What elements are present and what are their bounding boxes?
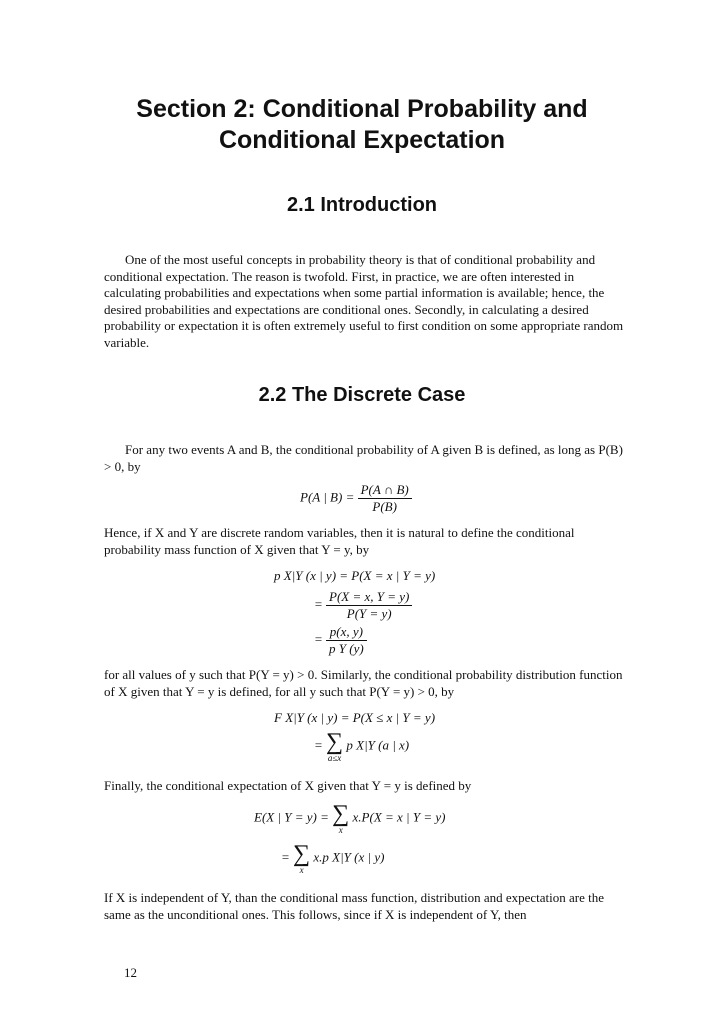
- equation-pmf-line2: [314, 589, 412, 622]
- eq2-numerator-2: p(x, y): [326, 624, 367, 641]
- intro-paragraph: One of the most useful concepts in probability theory is that of conditional probability and conditional expectation. The reason is twofold. First, in practice, we are often interested in calculating probabilities and expectations when some partial information is available; hence, the desired probabilities and expectations are conditional ones. Secondly, in calculating a desired probability or expectation it is often extremely useful to first condition on some appropriate random variable.: [104, 252, 624, 350]
- title-line-2: Conditional Expectation: [218, 126, 506, 154]
- equation-expectation-line2: [281, 842, 384, 875]
- heading-discrete-case: 2.2 The Discrete Case: [258, 384, 466, 406]
- heading-introduction: 2.1 Introduction: [287, 194, 437, 216]
- equation-pmf-line3: [314, 624, 367, 657]
- eq1-denominator: P(B): [372, 499, 397, 514]
- eq4-sigma-1: ∑: [332, 801, 350, 827]
- eq2-denominator-2: p Y (y): [329, 641, 364, 656]
- eq1-fraction: [358, 482, 412, 515]
- paragraph-events: For any two events A and B, the conditional probability of A given B is defined, as long as P(B) > 0, by: [104, 442, 623, 474]
- paragraph-distribution: for all values of y such that P(Y = y) > 0. Similarly, the conditional probability distribution function of X given that Y = y is defined, for all y such that P(Y = y) > 0, by: [104, 667, 623, 699]
- eq3-sigma: ∑: [326, 729, 344, 755]
- eq4-lhs: E(X | Y = y) =: [254, 809, 329, 825]
- eq2-equals-1: =: [314, 596, 323, 612]
- eq4-sigma-2: ∑: [293, 841, 311, 867]
- eq4-summation-1: [332, 802, 349, 835]
- title-line-1: Section 2: Conditional Probability and: [136, 95, 588, 123]
- eq4-summand-2: x.p X|Y (x | y): [313, 849, 385, 865]
- equation-conditional-probability: [300, 482, 412, 515]
- equation-pmf-line1: p X|Y (x | y) = P(X = x | Y = y): [274, 568, 436, 583]
- paragraph-pmf: Hence, if X and Y are discrete random variables, then it is natural to define the conditional probability mass function of X given that Y = y, by: [104, 525, 575, 557]
- eq3-equals: =: [314, 737, 323, 753]
- eq4-equals: =: [281, 849, 290, 865]
- eq2-equals-2: =: [314, 631, 323, 647]
- eq4-sum-index-2: x: [299, 865, 304, 875]
- eq3-summand: p X|Y (a | x): [346, 737, 410, 753]
- paragraph-independence: If X is independent of Y, than the conditional mass function, distribution and expectation are the same as the unconditional ones. This follows, since if X is independent of Y, then: [104, 890, 605, 922]
- equation-expectation-line1: [254, 802, 445, 835]
- eq4-summand-1: x.P(X = x | Y = y): [352, 809, 446, 825]
- eq4-summation-2: [293, 842, 310, 875]
- eq2-numerator-1: P(X = x, Y = y): [326, 589, 412, 606]
- eq2-denominator-1: P(Y = y): [346, 606, 392, 621]
- equation-cdf-line2: [314, 730, 409, 763]
- paragraph-expectation: Finally, the conditional expectation of X given that Y = y is defined by: [104, 778, 472, 793]
- eq2-fraction-1: [326, 589, 412, 622]
- eq1-numerator: P(A ∩ B): [358, 482, 412, 499]
- eq3-summation: [326, 730, 343, 763]
- eq1-lhs: P(A | B) =: [300, 489, 355, 505]
- page-number: 12: [124, 965, 137, 980]
- eq2-fraction-2: [326, 624, 367, 657]
- chapter-title: [0, 94, 724, 156]
- eq4-sum-index-1: x: [338, 825, 343, 835]
- equation-cdf-line1: F X|Y (x | y) = P(X ≤ x | Y = y): [274, 710, 436, 725]
- eq3-sum-index: a≤x: [327, 753, 342, 763]
